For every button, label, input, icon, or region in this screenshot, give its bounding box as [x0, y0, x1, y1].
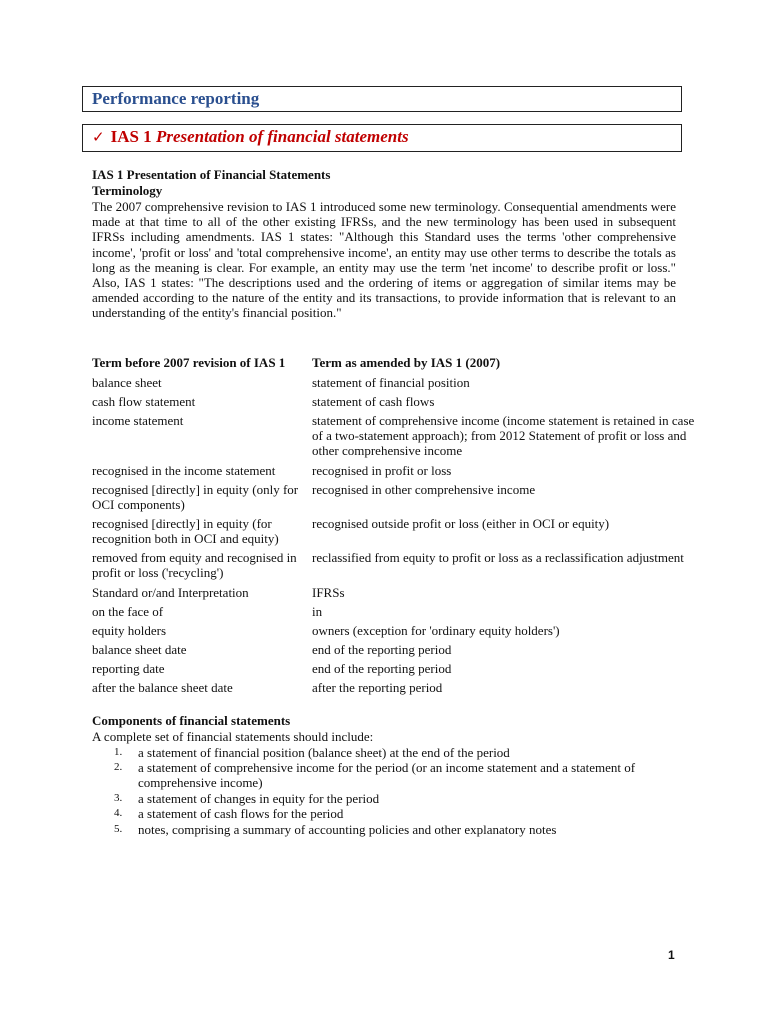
- term-before: balance sheet date: [92, 642, 187, 657]
- terminology-paragraph: The 2007 comprehensive revision to IAS 1 introduced some new terminology. Consequential amendments were made at that time to all of the other existing IFRSs, and the new terminology has been used in subsequent IFRSs including amendments. IAS 1 states: "Although this Standard uses the terms 'other comprehensive income', 'profit or loss' and 'total comprehensive income', an entity may use other terms to describe the totals as long as the meaning is clear. For example, an entity may use the term 'net income' to describe profit or loss." Also, IAS 1 states: "The descriptions used and the ordering of items or aggregation of similar items may be amended according to the nature of the entity and its transactions, to provide information that is relevant to an understanding of the entity's financial position.": [92, 199, 676, 321]
- header-box: [82, 86, 682, 112]
- main-heading: IAS 1 Presentation of Financial Statements: [92, 167, 331, 182]
- list-text: notes, comprising a summary of accounting policies and other explanatory notes: [138, 822, 557, 837]
- list-text: a statement of comprehensive income for the period (or an income statement and a statement of comprehensive income): [138, 760, 636, 791]
- term-after: recognised in profit or loss: [312, 463, 452, 478]
- term-after: IFRSs: [312, 585, 345, 600]
- term-after: recognised in other comprehensive income: [312, 482, 536, 497]
- term-before: removed from equity and recognised in profit or loss ('recycling'): [92, 550, 297, 581]
- term-before: recognised [directly] in equity (for recognition both in OCI and equity): [92, 516, 279, 547]
- terminology-heading: Terminology: [92, 183, 163, 198]
- term-before: balance sheet: [92, 375, 162, 390]
- list-number: 2.: [114, 761, 123, 773]
- term-before: reporting date: [92, 661, 165, 676]
- components-intro: A complete set of financial statements should include:: [92, 729, 374, 744]
- term-before: on the face of: [92, 604, 164, 619]
- checkmark-icon: ✓: [92, 128, 105, 146]
- term-before: income statement: [92, 413, 184, 428]
- list-text: a statement of financial position (balance sheet) at the end of the period: [138, 745, 510, 760]
- term-after: statement of cash flows: [312, 394, 435, 409]
- list-number: 4.: [114, 807, 123, 819]
- term-after: owners (exception for 'ordinary equity holders'): [312, 623, 560, 638]
- section-subtitle: Presentation of financial statements: [155, 127, 409, 146]
- term-after: statement of financial position: [312, 375, 470, 390]
- list-text: a statement of cash flows for the period: [138, 806, 344, 821]
- section-box: [82, 124, 682, 152]
- term-before: recognised [directly] in equity (only for OCI components): [92, 482, 299, 513]
- term-before: cash flow statement: [92, 394, 196, 409]
- page-number: 1: [668, 948, 675, 962]
- list-number: 5.: [114, 823, 123, 835]
- section-title: [92, 127, 409, 147]
- term-before: Standard or/and Interpretation: [92, 585, 249, 600]
- term-before: recognised in the income statement: [92, 463, 276, 478]
- components-heading: Components of financial statements: [92, 713, 291, 728]
- term-after: reclassified from equity to profit or loss as a reclassification adjustment: [312, 550, 684, 565]
- term-before: after the balance sheet date: [92, 680, 233, 695]
- list-number: 3.: [114, 792, 123, 804]
- term-after: end of the reporting period: [312, 661, 452, 676]
- column-header-before: Term before 2007 revision of IAS 1: [92, 355, 286, 370]
- term-after: after the reporting period: [312, 680, 443, 695]
- header-title: Performance reporting: [92, 89, 260, 108]
- list-text: a statement of changes in equity for the period: [138, 791, 380, 806]
- term-after: in: [312, 604, 323, 619]
- column-header-after: Term as amended by IAS 1 (2007): [312, 355, 501, 370]
- term-after: recognised outside profit or loss (either in OCI or equity): [312, 516, 610, 531]
- section-standard: IAS 1: [110, 127, 152, 146]
- term-before: equity holders: [92, 623, 167, 638]
- term-after: end of the reporting period: [312, 642, 452, 657]
- term-after: statement of comprehensive income (income statement is retained in case of a two-statement approach); from 2012 Statement of profit or loss and other comprehensive income: [312, 413, 695, 459]
- list-number: 1.: [114, 746, 123, 758]
